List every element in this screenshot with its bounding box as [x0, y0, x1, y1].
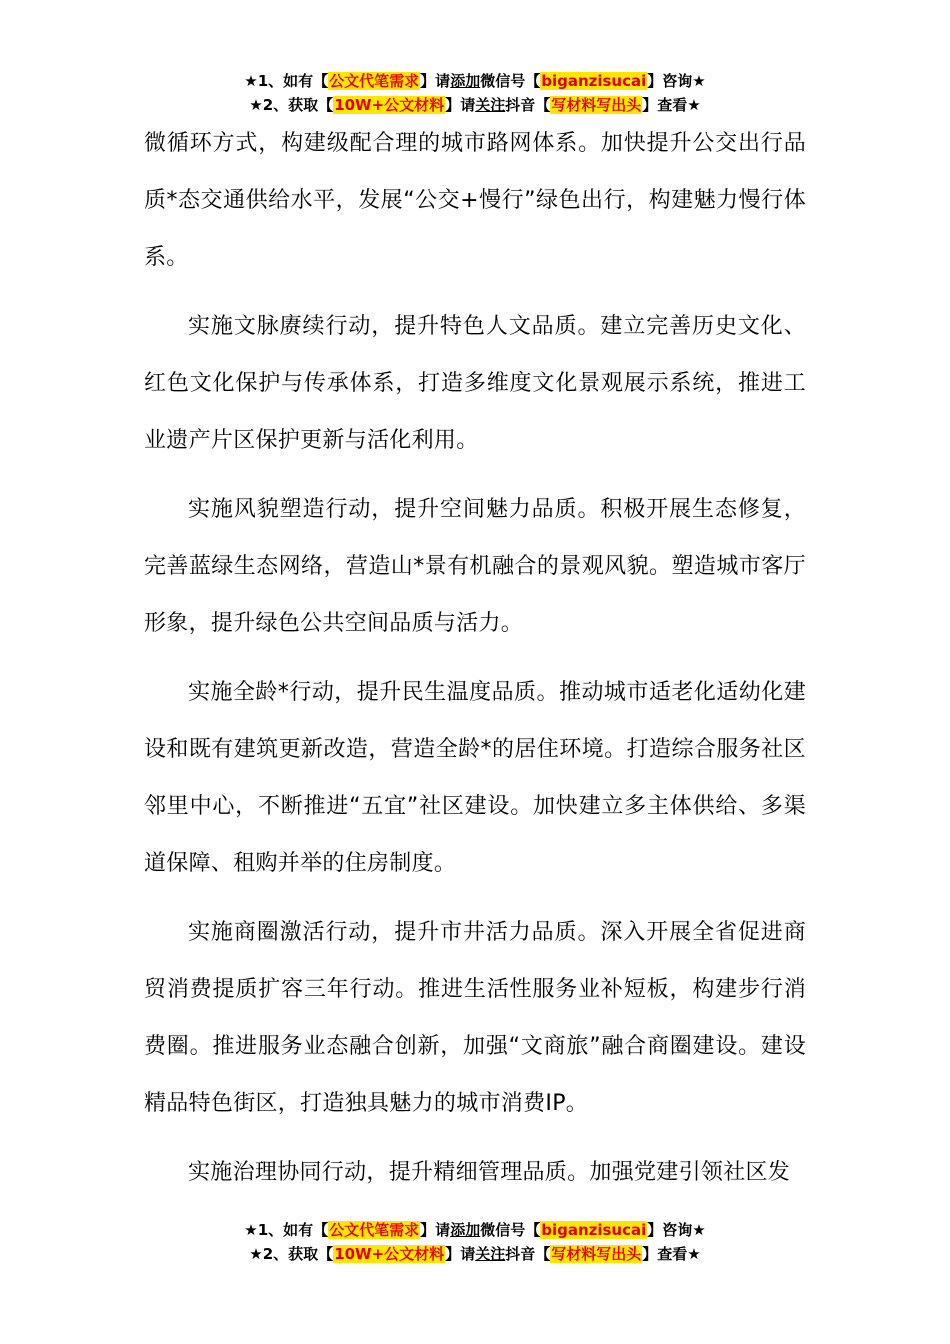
banner-highlight: biganzisucai — [541, 72, 647, 90]
footer-banner — [0, 1218, 950, 1266]
banner-line-2: ★2、获取【10W+公文材料】请关注抖音【写材料写出头】查看★ — [249, 96, 701, 114]
banner-highlight: 10W+公文材料 — [334, 96, 445, 114]
paragraph: 实施治理协同行动，提升精细管理品质。加强党建引领社区发 — [188, 1160, 791, 1185]
paragraph: 实施文脉赓续行动，提升特色人文品质。建立完善历史文化、红色文化保护与传承体系，打造多维度文化景观展示系统，推进工业遗产片区保护更新与活化利用。 — [144, 314, 806, 453]
banner-highlight: biganzisucai — [541, 1221, 647, 1239]
banner-highlight: 写材料写出头 — [551, 1245, 642, 1263]
banner-line-2: ★2、获取【10W+公文材料】请关注抖音【写材料写出头】查看★ — [249, 1245, 701, 1263]
document-body — [144, 115, 806, 1201]
banner-highlight: 公文代笔需求 — [329, 1221, 420, 1239]
header-banner — [0, 69, 950, 117]
paragraph: 微循环方式，构建级配合理的城市路网体系。加快提升公交出行品质*态交通供给水平，发展“公交+慢行”绿色出行，构建魅力慢行体系。 — [144, 131, 806, 270]
banner-highlight: 10W+公文材料 — [334, 1245, 445, 1263]
paragraph: 实施全龄*行动，提升民生温度品质。推动城市适老化适幼化建设和既有建筑更新改造，营造全龄*的居住环境。打造综合服务社区邻里中心，不断推进“五宜”社区建设。加快建立多主体供给、多渠道保障、租购并举的住房制度。 — [144, 680, 806, 876]
paragraph: 实施商圈激活行动，提升市井活力品质。深入开展全省促进商贸消费提质扩容三年行动。推进生活性服务业补短板，构建步行消费圈。推进服务业态融合创新，加强“文商旅”融合商圈建设。建设精品特色街区，打造独具魅力的城市消费IP。 — [144, 920, 806, 1116]
banner-line-1: ★1、如有【公文代笔需求】请添加微信号【biganzisucai】咨询★ — [244, 1221, 706, 1239]
paragraph: 实施风貌塑造行动，提升空间魅力品质。积极开展生态修复，完善蓝绿生态网络，营造山*景有机融合的景观风貌。塑造城市客厅形象，提升绿色公共空间品质与活力。 — [144, 497, 806, 636]
banner-highlight: 公文代笔需求 — [329, 72, 420, 90]
banner-line-1: ★1、如有【公文代笔需求】请添加微信号【biganzisucai】咨询★ — [244, 72, 706, 90]
banner-highlight: 写材料写出头 — [551, 96, 642, 114]
